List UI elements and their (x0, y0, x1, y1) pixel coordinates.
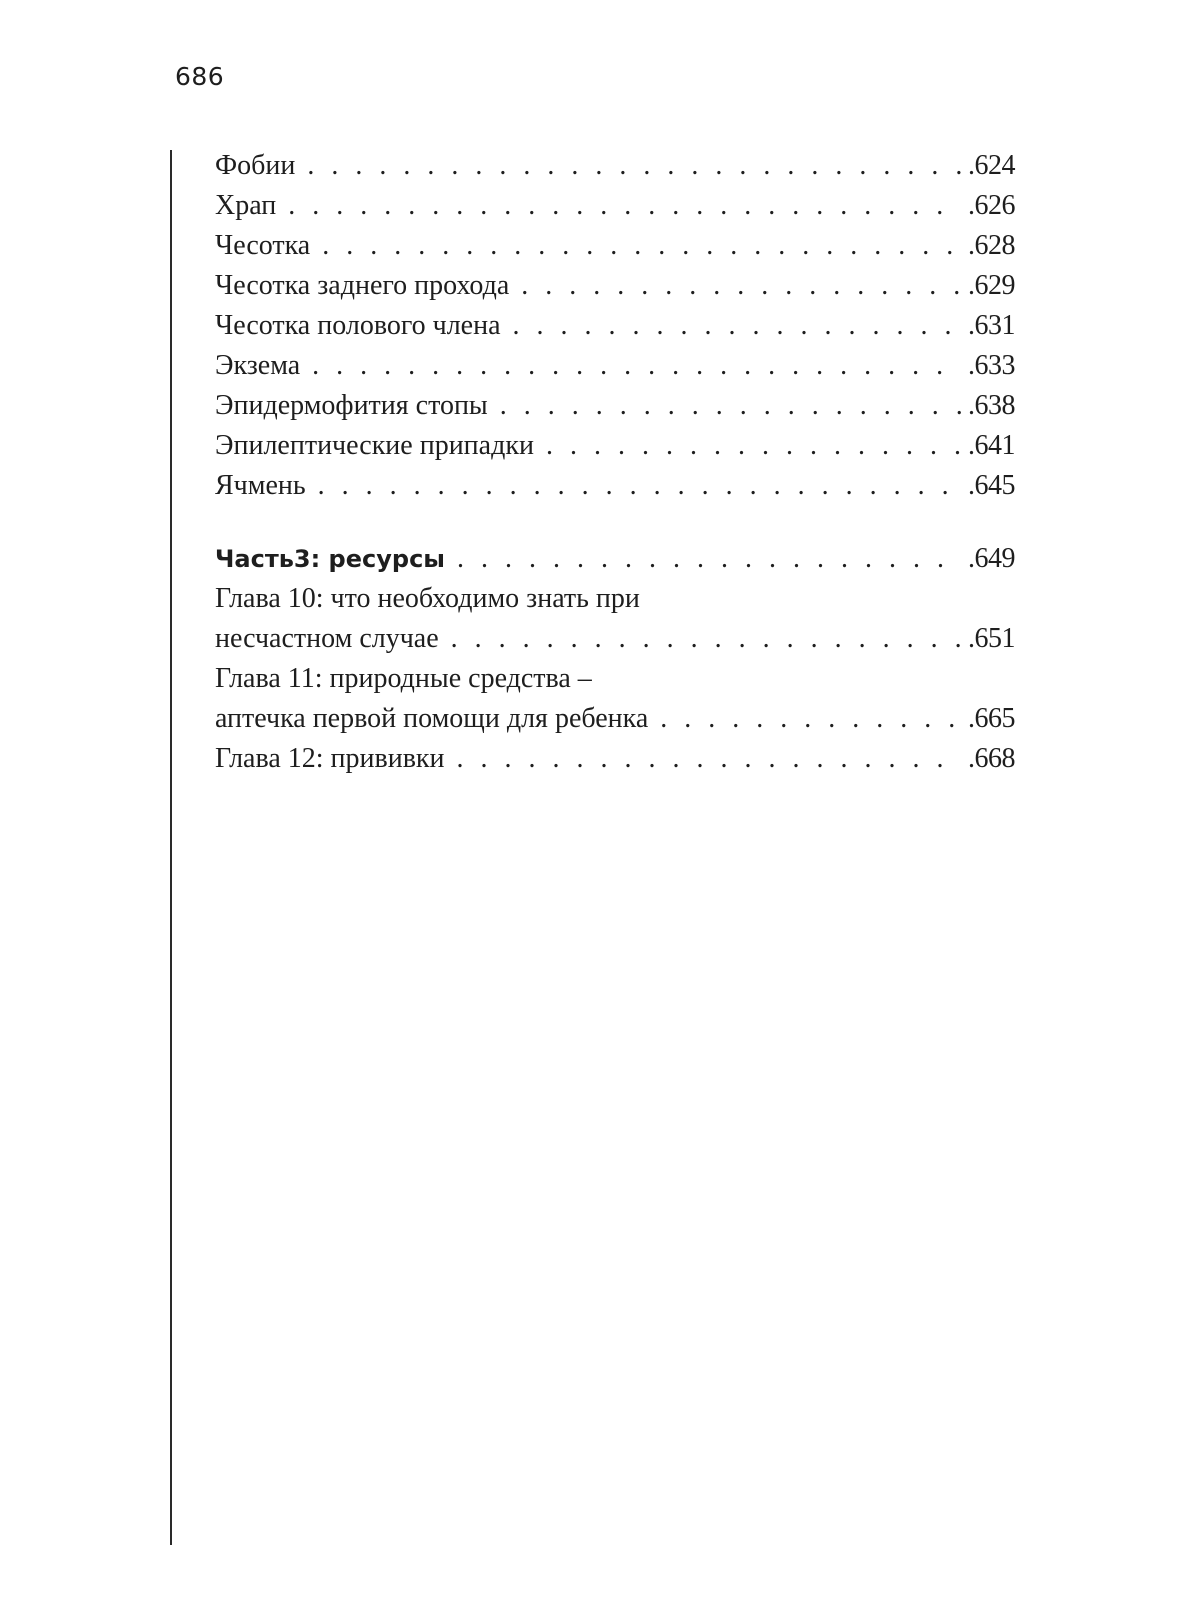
toc-entry (215, 306, 1015, 346)
chapter-title: Глава 12: прививки (215, 743, 445, 774)
table-of-contents (215, 146, 1015, 779)
dot-leader (521, 266, 962, 306)
dot-leader (312, 346, 962, 386)
part-title: Часть3: ресурсы (215, 545, 445, 573)
toc-entry-title: Чесотка полового члена (215, 310, 501, 341)
toc-entry (215, 226, 1015, 266)
dot-leader (318, 466, 962, 506)
dot-leader (513, 306, 962, 346)
toc-entry (215, 266, 1015, 306)
chapter-title-line (215, 579, 1015, 619)
toc-entry (215, 186, 1015, 226)
page-number: 686 (175, 62, 225, 91)
toc-entry-page: .624 (968, 150, 1015, 181)
toc-entry-page: .631 (968, 310, 1015, 341)
chapter-title-first-line: Глава 11: природные средства – (215, 663, 592, 694)
chapter-page: .651 (968, 623, 1015, 654)
toc-entry (215, 386, 1015, 426)
toc-entry-page: .641 (968, 430, 1015, 461)
chapter-title-second-line: аптечка первой помощи для ребенка (215, 703, 649, 734)
dot-leader (660, 699, 962, 739)
chapter-title-second-line: несчастном случае (215, 623, 439, 654)
chapter-page: .668 (968, 743, 1015, 774)
toc-entry-title: Фобии (215, 150, 296, 181)
part-heading (215, 539, 1015, 579)
chapter-title-first-line: Глава 10: что необходимо знать при (215, 583, 640, 614)
dot-leader (500, 386, 962, 426)
toc-entry-page: .629 (968, 270, 1015, 301)
toc-entry (215, 346, 1015, 386)
toc-entry-title: Экзема (215, 350, 301, 381)
toc-entry-page: .645 (968, 470, 1015, 501)
toc-entry-title: Чесотка (215, 230, 311, 261)
toc-entry-page: .633 (968, 350, 1015, 381)
margin-rule (170, 150, 172, 1545)
toc-entry-page: .628 (968, 230, 1015, 261)
toc-entry-title: Чесотка заднего прохода (215, 270, 510, 301)
section-gap (215, 506, 1015, 539)
toc-entry (215, 146, 1015, 186)
chapter-title-line (215, 659, 1015, 699)
dot-leader (457, 539, 962, 579)
toc-entry (215, 466, 1015, 506)
chapter-entry (215, 739, 1015, 779)
toc-entry-title: Эпидермофития стопы (215, 390, 488, 421)
chapter-entry (215, 699, 1015, 739)
dot-leader (457, 739, 962, 779)
toc-entry-page: .638 (968, 390, 1015, 421)
dot-leader (307, 146, 962, 186)
part-page: .649 (968, 543, 1015, 574)
dot-leader (322, 226, 962, 266)
dot-leader (288, 186, 962, 226)
dot-leader (451, 619, 962, 659)
toc-entry-title: Храп (215, 190, 277, 221)
chapter-page: .665 (968, 703, 1015, 734)
toc-entry-title: Ячмень (215, 470, 306, 501)
dot-leader (546, 426, 962, 466)
toc-entry (215, 426, 1015, 466)
toc-entry-page: .626 (968, 190, 1015, 221)
toc-entry-title: Эпилептические припадки (215, 430, 534, 461)
chapter-entry (215, 619, 1015, 659)
